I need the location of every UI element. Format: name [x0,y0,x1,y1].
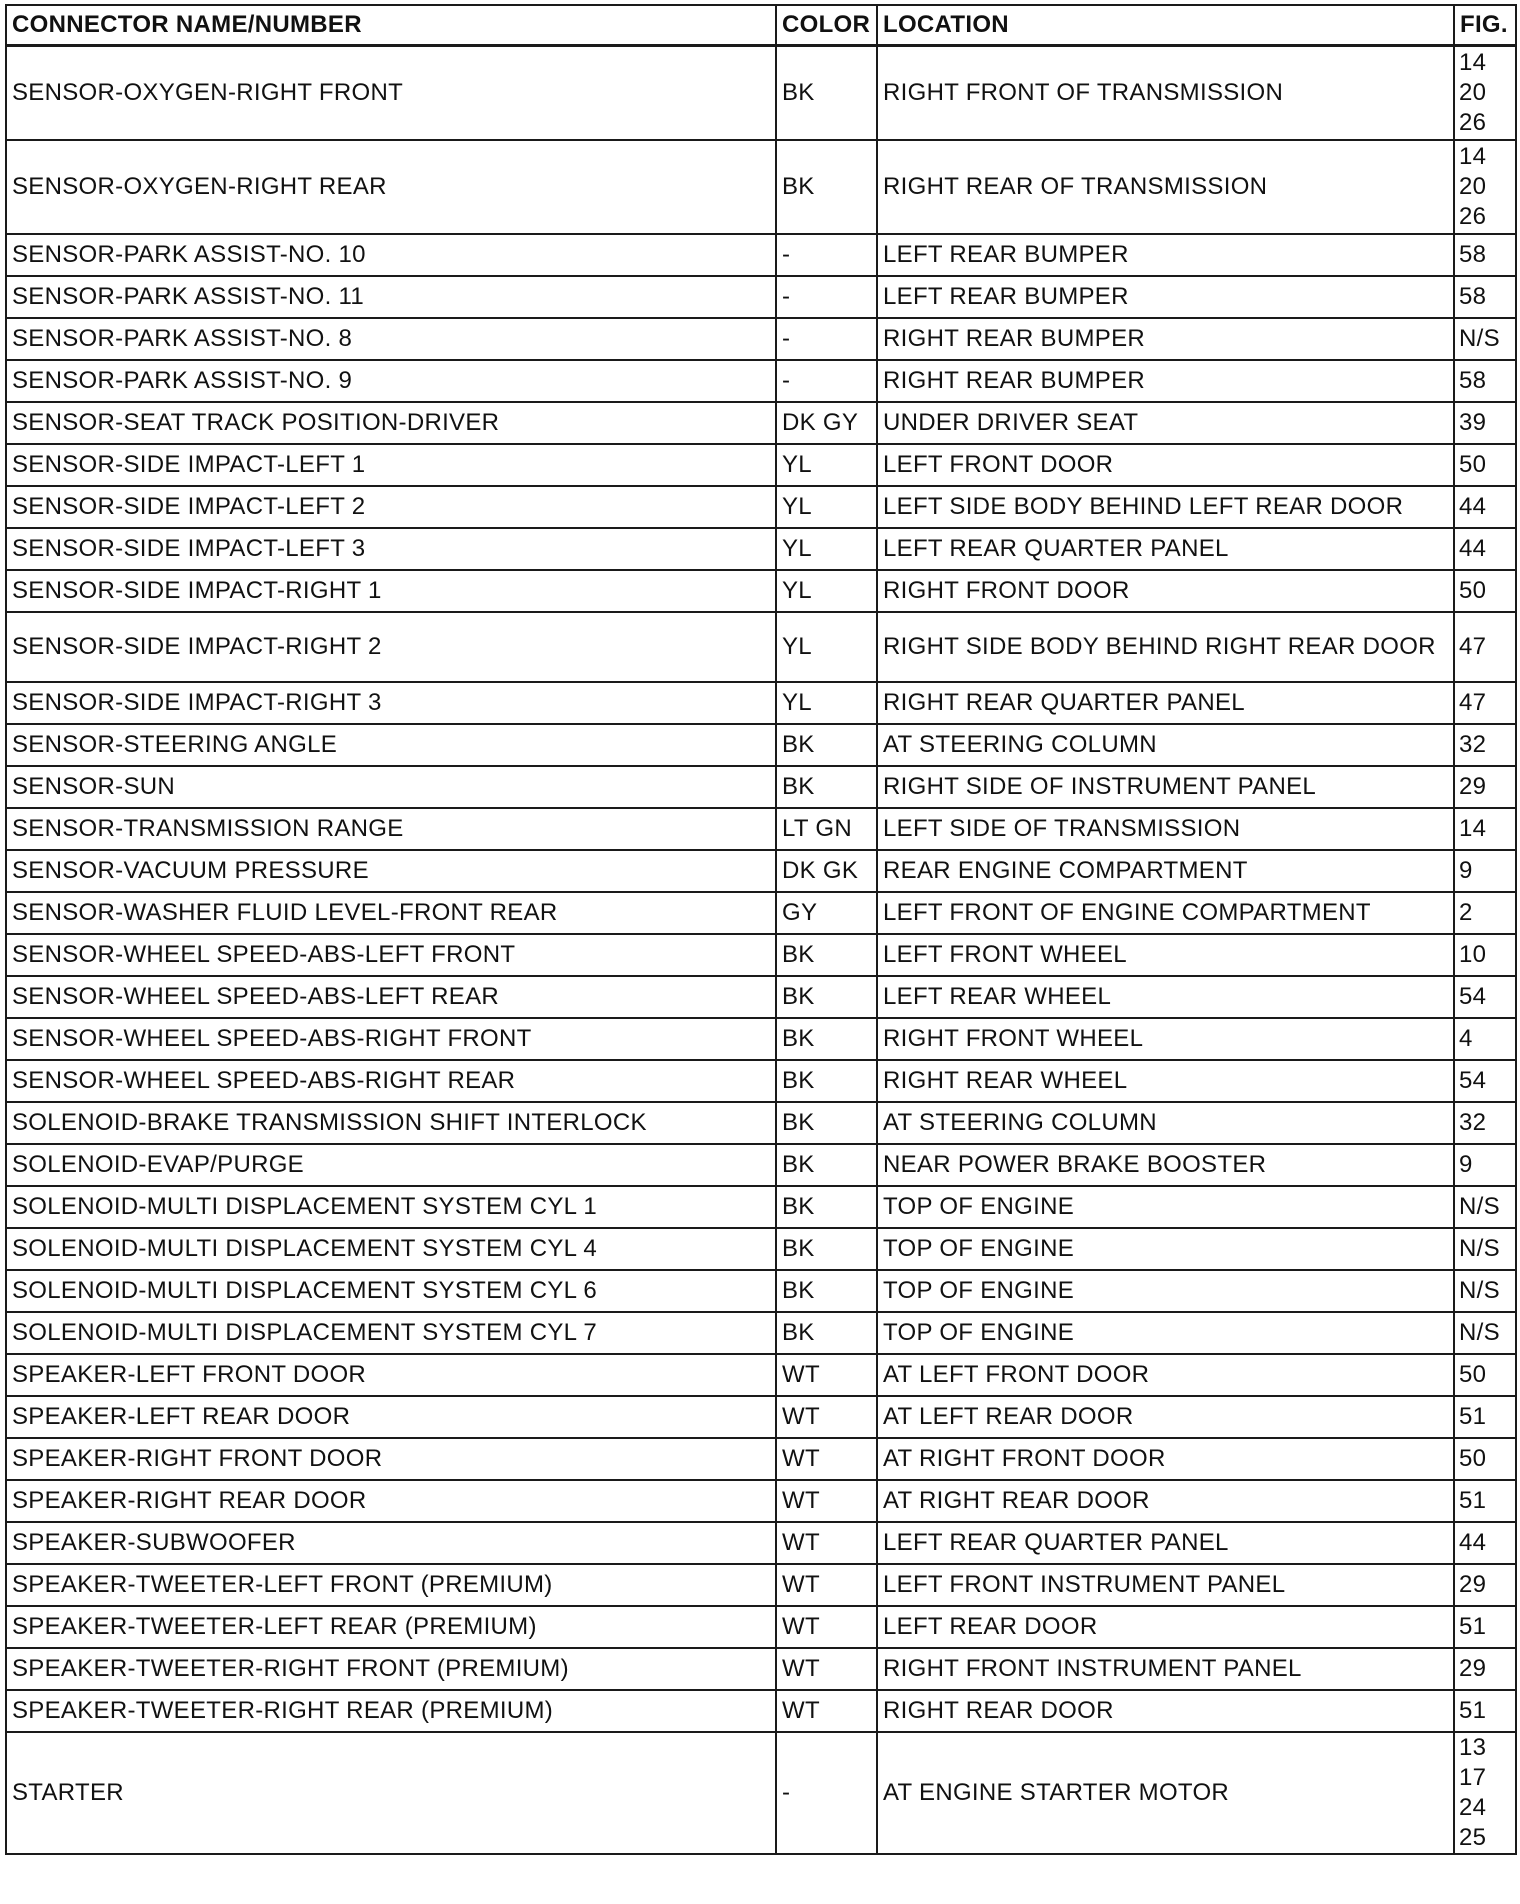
connector-name-cell: SENSOR-SEAT TRACK POSITION-DRIVER [6,402,776,444]
location-cell: RIGHT FRONT WHEEL [877,1018,1454,1060]
table-row [6,892,1516,934]
color-cell: YL [776,682,877,724]
color-cell: BK [776,1060,877,1102]
fig-number: 26 [1459,202,1487,230]
fig-number: 9 [1459,1150,1473,1178]
color-cell: YL [776,486,877,528]
fig-number: 58 [1459,366,1487,394]
table-row [6,486,1516,528]
color-cell: - [776,360,877,402]
connector-name-cell: SPEAKER-TWEETER-RIGHT FRONT (PREMIUM) [6,1648,776,1690]
fig-number: 50 [1459,1444,1487,1472]
table-header-row [6,5,1516,46]
fig-cell [1454,1144,1516,1186]
fig-number: 54 [1459,1066,1487,1094]
connector-name-cell: STARTER [6,1732,776,1854]
table-row [6,808,1516,850]
fig-number: N/S [1459,1276,1500,1304]
fig-number: 4 [1459,1024,1473,1052]
table-row [6,1270,1516,1312]
fig-number: 10 [1459,940,1487,968]
connector-name-cell: SENSOR-VACUUM PRESSURE [6,850,776,892]
location-cell: AT LEFT REAR DOOR [877,1396,1454,1438]
connector-name-cell: SENSOR-SIDE IMPACT-LEFT 1 [6,444,776,486]
fig-cell [1454,766,1516,808]
location-cell: LEFT REAR DOOR [877,1606,1454,1648]
location-cell: LEFT REAR WHEEL [877,976,1454,1018]
color-cell: LT GN [776,808,877,850]
connector-name-cell: SENSOR-SIDE IMPACT-RIGHT 2 [6,612,776,682]
location-cell: RIGHT REAR DOOR [877,1690,1454,1732]
location-cell: LEFT SIDE OF TRANSMISSION [877,808,1454,850]
fig-number: 51 [1459,1486,1487,1514]
connector-name-cell: SOLENOID-BRAKE TRANSMISSION SHIFT INTERLOCK [6,1102,776,1144]
location-cell: LEFT FRONT INSTRUMENT PANEL [877,1564,1454,1606]
table-row [6,444,1516,486]
color-cell: BK [776,976,877,1018]
color-cell: BK [776,1270,877,1312]
location-cell: REAR ENGINE COMPARTMENT [877,850,1454,892]
connector-name-cell: SPEAKER-TWEETER-RIGHT REAR (PREMIUM) [6,1690,776,1732]
fig-number: 47 [1459,632,1487,660]
fig-number: 54 [1459,982,1487,1010]
fig-number: 2 [1459,898,1473,926]
fig-number: 29 [1459,1570,1487,1598]
connector-name-cell: SOLENOID-MULTI DISPLACEMENT SYSTEM CYL 1 [6,1186,776,1228]
color-cell: BK [776,1228,877,1270]
table-row [6,1228,1516,1270]
connector-name-cell: SPEAKER-RIGHT FRONT DOOR [6,1438,776,1480]
connector-name-cell: SENSOR-WHEEL SPEED-ABS-LEFT FRONT [6,934,776,976]
table-row [6,1396,1516,1438]
fig-number: 39 [1459,408,1487,436]
color-cell: YL [776,612,877,682]
connector-name-cell: SOLENOID-MULTI DISPLACEMENT SYSTEM CYL 6 [6,1270,776,1312]
connector-name-cell: SENSOR-SIDE IMPACT-LEFT 2 [6,486,776,528]
fig-cell [1454,1018,1516,1060]
fig-number: 13 [1459,1733,1487,1761]
table-row [6,1144,1516,1186]
table-row [6,1522,1516,1564]
fig-number: 58 [1459,240,1487,268]
fig-number: 32 [1459,1108,1487,1136]
fig-number: N/S [1459,324,1500,352]
connector-name-cell: SENSOR-OXYGEN-RIGHT FRONT [6,46,776,140]
fig-cell [1454,1354,1516,1396]
fig-number: 58 [1459,282,1487,310]
table-row [6,46,1516,140]
location-cell: LEFT FRONT DOOR [877,444,1454,486]
fig-number: 20 [1459,172,1487,200]
location-cell: LEFT FRONT WHEEL [877,934,1454,976]
fig-number: 50 [1459,1360,1487,1388]
fig-number: 51 [1459,1612,1487,1640]
color-cell: DK GY [776,402,877,444]
fig-number: 24 [1459,1793,1487,1821]
fig-number: 47 [1459,688,1487,716]
connector-name-cell: SPEAKER-TWEETER-LEFT REAR (PREMIUM) [6,1606,776,1648]
location-cell: AT RIGHT FRONT DOOR [877,1438,1454,1480]
fig-cell [1454,570,1516,612]
color-cell: BK [776,1312,877,1354]
color-cell: DK GK [776,850,877,892]
color-cell: - [776,1732,877,1854]
location-cell: LEFT REAR QUARTER PANEL [877,1522,1454,1564]
location-cell: TOP OF ENGINE [877,1228,1454,1270]
fig-cell [1454,1564,1516,1606]
location-cell: AT RIGHT REAR DOOR [877,1480,1454,1522]
fig-number: 17 [1459,1763,1487,1791]
connector-name-cell: SENSOR-WHEEL SPEED-ABS-RIGHT REAR [6,1060,776,1102]
color-cell: WT [776,1690,877,1732]
table-row [6,360,1516,402]
fig-cell [1454,318,1516,360]
connector-name-cell: SOLENOID-EVAP/PURGE [6,1144,776,1186]
fig-cell [1454,1606,1516,1648]
location-cell: RIGHT SIDE OF INSTRUMENT PANEL [877,766,1454,808]
fig-cell [1454,1480,1516,1522]
fig-cell [1454,1102,1516,1144]
color-cell: GY [776,892,877,934]
fig-cell [1454,46,1516,140]
connector-name-cell: SENSOR-SUN [6,766,776,808]
fig-cell [1454,486,1516,528]
fig-cell [1454,140,1516,234]
connector-name-cell: SENSOR-PARK ASSIST-NO. 9 [6,360,776,402]
connector-name-cell: SENSOR-OXYGEN-RIGHT REAR [6,140,776,234]
fig-cell [1454,1060,1516,1102]
location-cell: RIGHT REAR WHEEL [877,1060,1454,1102]
table-body [6,46,1516,1854]
fig-cell [1454,892,1516,934]
fig-number: 51 [1459,1696,1487,1724]
fig-cell [1454,1690,1516,1732]
table-row [6,1690,1516,1732]
table-row [6,318,1516,360]
header-color: COLOR [776,5,877,46]
fig-cell [1454,276,1516,318]
table-row [6,276,1516,318]
table-row [6,570,1516,612]
color-cell: WT [776,1648,877,1690]
table-row [6,1648,1516,1690]
location-cell: TOP OF ENGINE [877,1186,1454,1228]
color-cell: - [776,234,877,276]
fig-cell [1454,1186,1516,1228]
fig-cell [1454,444,1516,486]
table-row [6,1438,1516,1480]
color-cell: BK [776,1018,877,1060]
table-row [6,140,1516,234]
color-cell: BK [776,1102,877,1144]
fig-number: 50 [1459,576,1487,604]
connector-name-cell: SENSOR-WASHER FLUID LEVEL-FRONT REAR [6,892,776,934]
fig-number: 44 [1459,1528,1487,1556]
table-row [6,934,1516,976]
fig-cell [1454,360,1516,402]
fig-number: 50 [1459,450,1487,478]
color-cell: YL [776,444,877,486]
table-row [6,1354,1516,1396]
location-cell: RIGHT FRONT OF TRANSMISSION [877,46,1454,140]
location-cell: NEAR POWER BRAKE BOOSTER [877,1144,1454,1186]
connector-name-cell: SPEAKER-LEFT REAR DOOR [6,1396,776,1438]
location-cell: LEFT REAR BUMPER [877,234,1454,276]
table-row [6,682,1516,724]
fig-cell [1454,528,1516,570]
connector-name-cell: SPEAKER-TWEETER-LEFT FRONT (PREMIUM) [6,1564,776,1606]
color-cell: YL [776,528,877,570]
connector-location-sheet [5,4,1515,1855]
fig-number: 20 [1459,78,1487,106]
fig-cell [1454,808,1516,850]
fig-number: 51 [1459,1402,1487,1430]
color-cell: WT [776,1564,877,1606]
location-cell: LEFT REAR QUARTER PANEL [877,528,1454,570]
fig-number: 32 [1459,730,1487,758]
color-cell: WT [776,1438,877,1480]
color-cell: WT [776,1606,877,1648]
fig-cell [1454,402,1516,444]
table-row [6,612,1516,682]
fig-cell [1454,724,1516,766]
connector-table [5,4,1517,1855]
table-row [6,1186,1516,1228]
connector-name-cell: SENSOR-SIDE IMPACT-RIGHT 3 [6,682,776,724]
fig-cell [1454,682,1516,724]
fig-number: 14 [1459,814,1487,842]
connector-name-cell: SENSOR-SIDE IMPACT-RIGHT 1 [6,570,776,612]
connector-name-cell: SPEAKER-RIGHT REAR DOOR [6,1480,776,1522]
connector-name-cell: SPEAKER-LEFT FRONT DOOR [6,1354,776,1396]
fig-number: 26 [1459,108,1487,136]
color-cell: BK [776,934,877,976]
fig-cell [1454,234,1516,276]
fig-number: 9 [1459,856,1473,884]
connector-name-cell: SENSOR-PARK ASSIST-NO. 8 [6,318,776,360]
connector-name-cell: SENSOR-STEERING ANGLE [6,724,776,766]
fig-cell [1454,1648,1516,1690]
color-cell: YL [776,570,877,612]
color-cell: WT [776,1396,877,1438]
location-cell: RIGHT FRONT INSTRUMENT PANEL [877,1648,1454,1690]
fig-number: 44 [1459,492,1487,520]
location-cell: AT LEFT FRONT DOOR [877,1354,1454,1396]
table-row [6,850,1516,892]
connector-name-cell: SOLENOID-MULTI DISPLACEMENT SYSTEM CYL 4 [6,1228,776,1270]
fig-number: 44 [1459,534,1487,562]
table-row [6,402,1516,444]
location-cell: LEFT REAR BUMPER [877,276,1454,318]
color-cell: BK [776,1186,877,1228]
header-connector: CONNECTOR NAME/NUMBER [6,5,776,46]
fig-number: 25 [1459,1823,1487,1851]
header-fig: FIG. [1454,5,1516,46]
table-row [6,528,1516,570]
color-cell: - [776,276,877,318]
fig-number: 29 [1459,1654,1487,1682]
fig-cell [1454,1270,1516,1312]
connector-name-cell: SENSOR-WHEEL SPEED-ABS-LEFT REAR [6,976,776,1018]
location-cell: AT ENGINE STARTER MOTOR [877,1732,1454,1854]
location-cell: RIGHT FRONT DOOR [877,570,1454,612]
location-cell: LEFT FRONT OF ENGINE COMPARTMENT [877,892,1454,934]
table-row [6,1060,1516,1102]
fig-cell [1454,1312,1516,1354]
color-cell: BK [776,724,877,766]
fig-cell [1454,976,1516,1018]
connector-name-cell: SOLENOID-MULTI DISPLACEMENT SYSTEM CYL 7 [6,1312,776,1354]
location-cell: RIGHT REAR BUMPER [877,360,1454,402]
fig-number: 29 [1459,772,1487,800]
table-row [6,1480,1516,1522]
table-row [6,1018,1516,1060]
color-cell: - [776,318,877,360]
location-cell: UNDER DRIVER SEAT [877,402,1454,444]
location-cell: RIGHT REAR BUMPER [877,318,1454,360]
fig-number: N/S [1459,1234,1500,1262]
header-location: LOCATION [877,5,1454,46]
table-row [6,1312,1516,1354]
color-cell: BK [776,46,877,140]
location-cell: TOP OF ENGINE [877,1270,1454,1312]
fig-cell [1454,934,1516,976]
location-cell: TOP OF ENGINE [877,1312,1454,1354]
color-cell: WT [776,1354,877,1396]
fig-number: 14 [1459,142,1487,170]
connector-name-cell: SPEAKER-SUBWOOFER [6,1522,776,1564]
location-cell: AT STEERING COLUMN [877,1102,1454,1144]
connector-name-cell: SENSOR-PARK ASSIST-NO. 10 [6,234,776,276]
table-row [6,1732,1516,1854]
location-cell: RIGHT SIDE BODY BEHIND RIGHT REAR DOOR [877,612,1454,682]
connector-name-cell: SENSOR-WHEEL SPEED-ABS-RIGHT FRONT [6,1018,776,1060]
table-row [6,1564,1516,1606]
fig-cell [1454,1396,1516,1438]
connector-name-cell: SENSOR-SIDE IMPACT-LEFT 3 [6,528,776,570]
location-cell: RIGHT REAR OF TRANSMISSION [877,140,1454,234]
location-cell: RIGHT REAR QUARTER PANEL [877,682,1454,724]
color-cell: BK [776,1144,877,1186]
table-row [6,1102,1516,1144]
fig-number: N/S [1459,1192,1500,1220]
connector-name-cell: SENSOR-PARK ASSIST-NO. 11 [6,276,776,318]
connector-name-cell: SENSOR-TRANSMISSION RANGE [6,808,776,850]
table-row [6,234,1516,276]
fig-cell [1454,1522,1516,1564]
fig-cell [1454,1438,1516,1480]
location-cell: LEFT SIDE BODY BEHIND LEFT REAR DOOR [877,486,1454,528]
location-cell: AT STEERING COLUMN [877,724,1454,766]
table-row [6,724,1516,766]
color-cell: WT [776,1480,877,1522]
table-row [6,1606,1516,1648]
table-row [6,766,1516,808]
fig-number: N/S [1459,1318,1500,1346]
fig-number: 14 [1459,48,1487,76]
fig-cell [1454,1732,1516,1854]
fig-cell [1454,612,1516,682]
color-cell: BK [776,766,877,808]
color-cell: BK [776,140,877,234]
fig-cell [1454,1228,1516,1270]
color-cell: WT [776,1522,877,1564]
fig-cell [1454,850,1516,892]
table-row [6,976,1516,1018]
